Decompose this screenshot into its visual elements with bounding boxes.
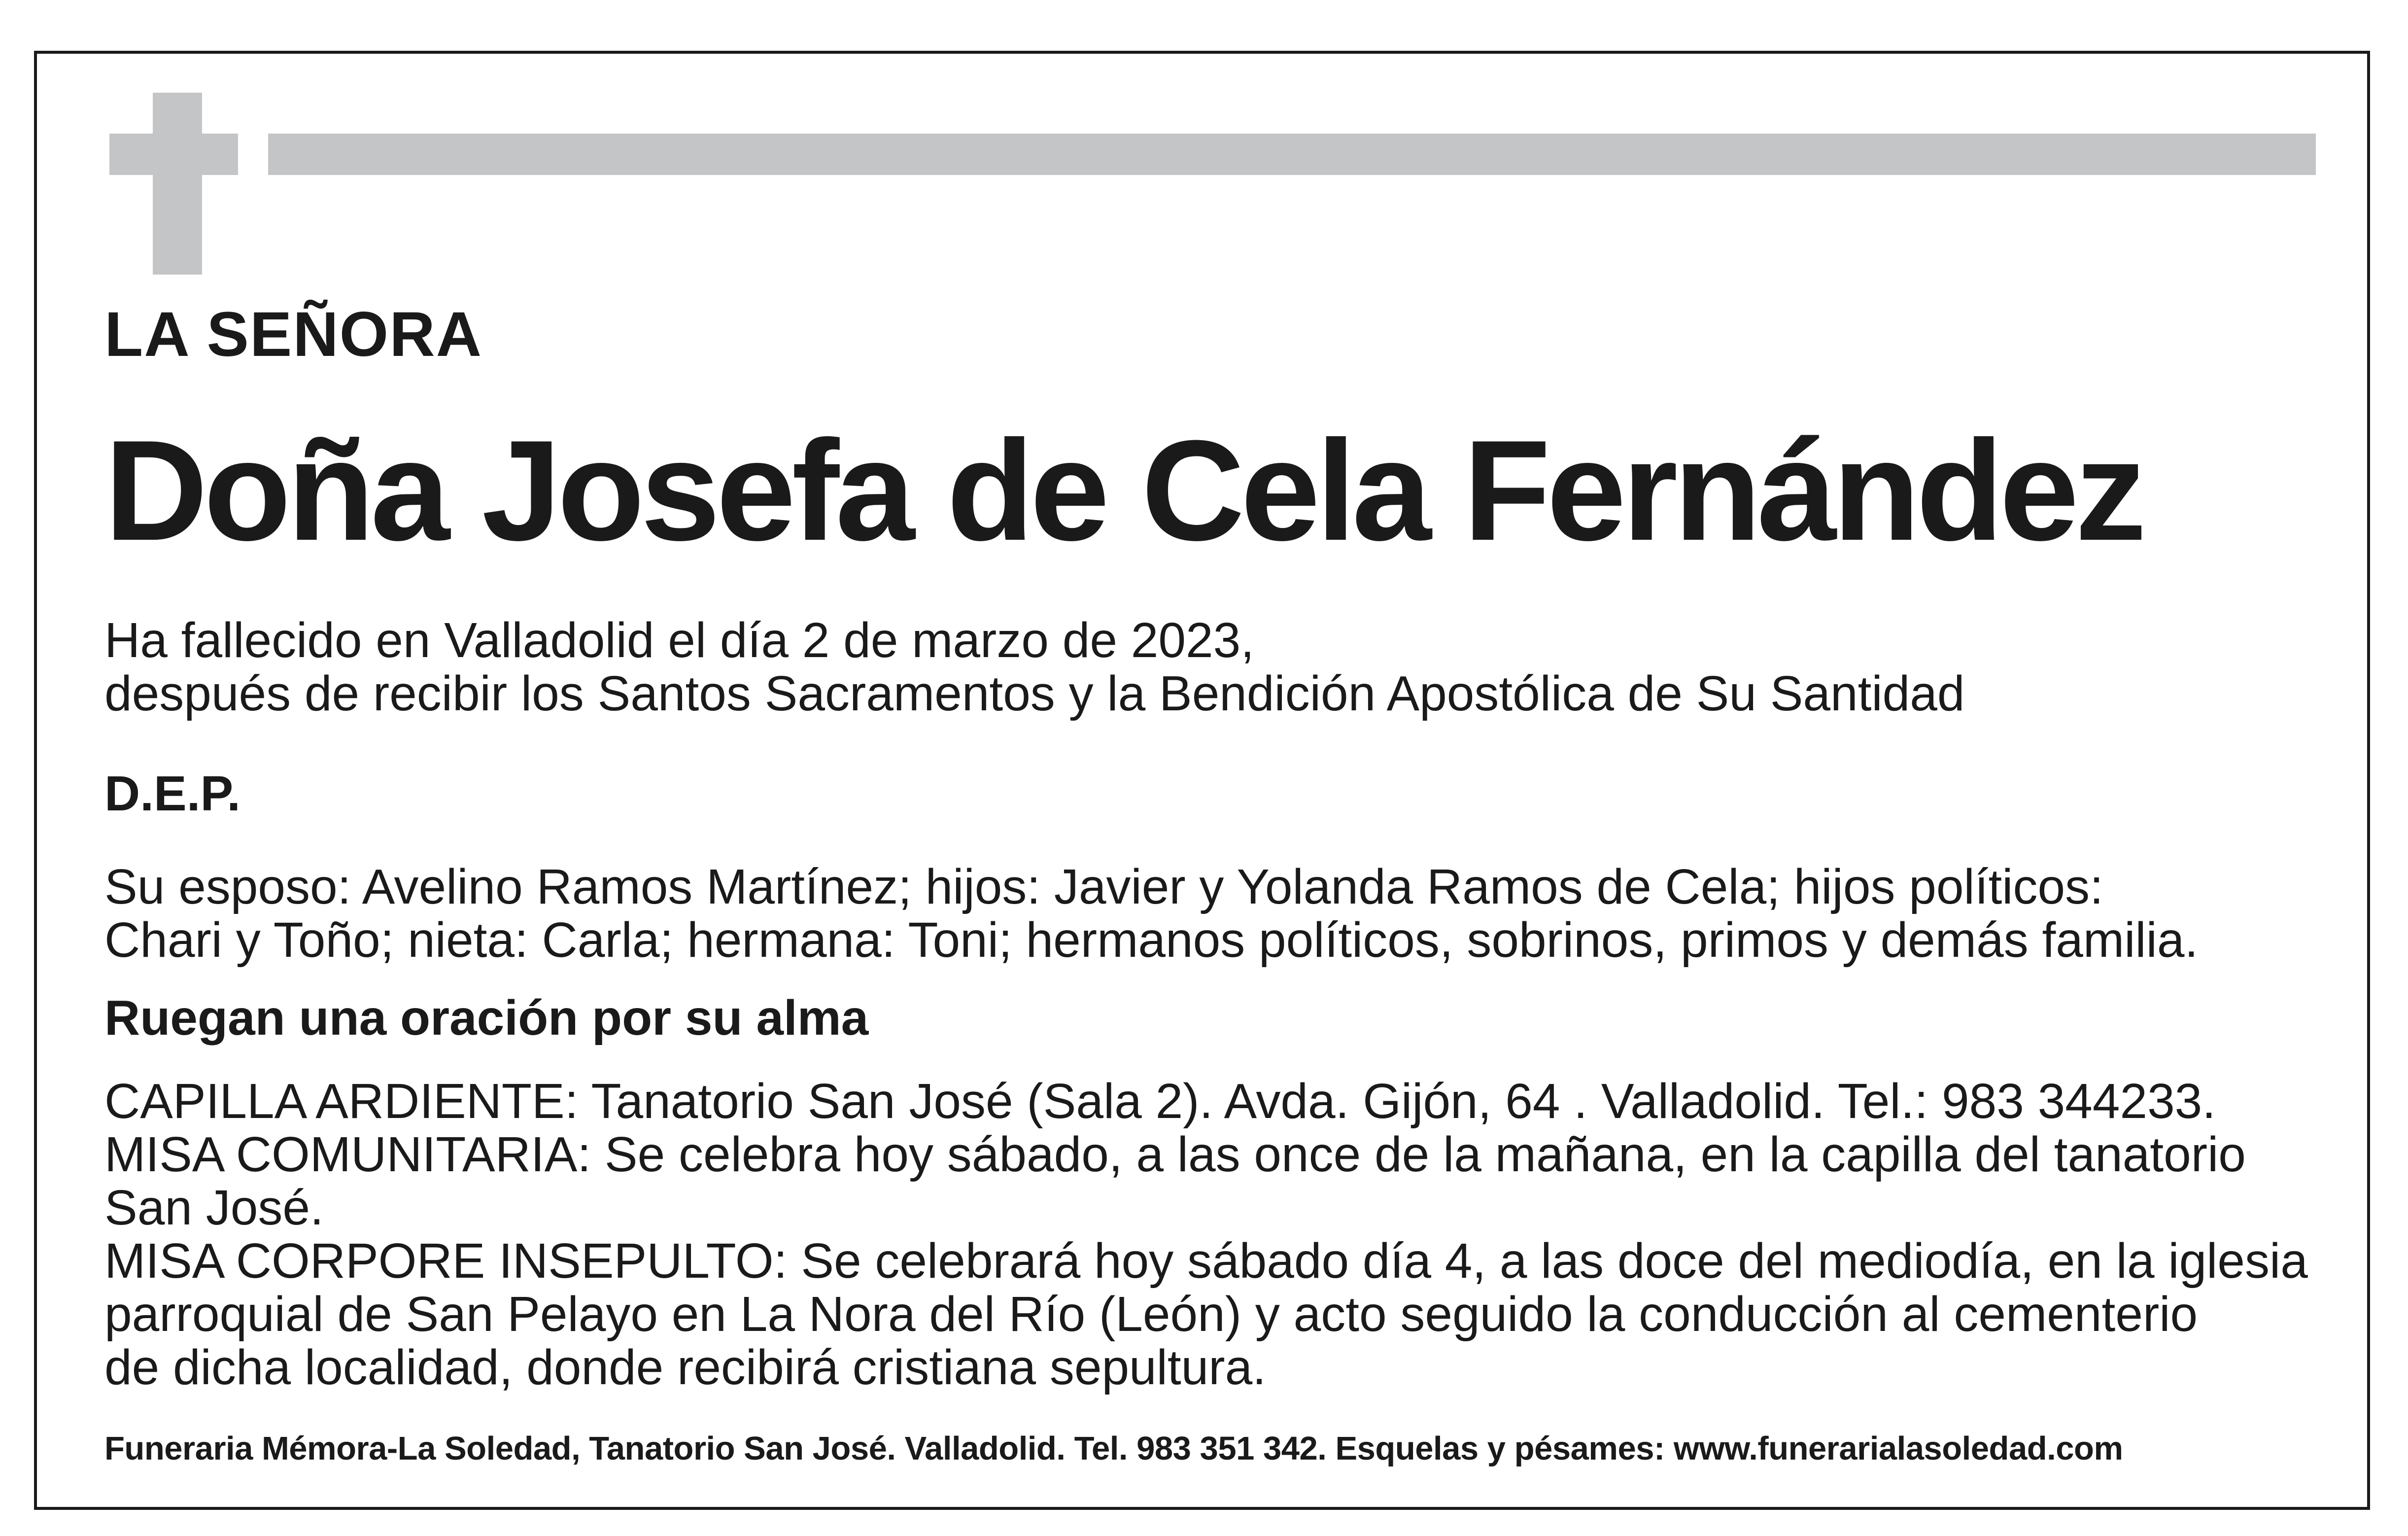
service-details — [104, 1075, 2308, 1394]
details-line: de dicha localidad, donde recibirá cristiana sepultura. — [104, 1340, 1266, 1395]
funeral-home-footer: Funeraria Mémora-La Soledad, Tanatorio San José. Valladolid. Tel. 983 351 342. Esquelas y pésames: www.funerarialasoledad.com — [104, 1430, 2123, 1467]
family-line: Su esposo: Avelino Ramos Martínez; hijos: Javier y Yolanda Ramos de Cela; hijos políticos: — [104, 859, 2103, 914]
details-line: CAPILLA ARDIENTE: Tanatorio San José (Sala 2). Avda. Gijón, 64 . Valladolid. Tel.: 983 344233. — [104, 1074, 2216, 1129]
details-line: MISA CORPORE INSEPULTO: Se celebrará hoy sábado día 4, a las doce del mediodía, en la iglesia — [104, 1233, 2308, 1289]
dep-label: D.E.P. — [104, 766, 241, 821]
deceased-name: Doña Josefa de Cela Fernández — [104, 411, 2143, 570]
family-list — [104, 860, 2198, 967]
header-decorative-bar — [268, 134, 2316, 175]
details-line: MISA COMUNITARIA: Se celebra hoy sábado, a las once de la mañana, en la capilla del tanatorio — [104, 1127, 2246, 1182]
death-announcement — [104, 614, 1965, 720]
cross-arm — [109, 134, 238, 175]
announcement-line: Ha fallecido en Valladolid el día 2 de marzo de 2023, — [104, 613, 1255, 668]
prayer-request: Ruegan una oración por su alma — [104, 990, 869, 1046]
announcement-line: después de recibir los Santos Sacramentos y la Bendición Apostólica de Su Santidad — [104, 666, 1965, 721]
family-line: Chari y Toño; nieta: Carla; hermana: Toni; hermanos políticos, sobrinos, primos y demás familia. — [104, 912, 2199, 968]
details-line: San José. — [104, 1180, 324, 1235]
title-prefix: LA SEÑORA — [104, 299, 483, 370]
latin-cross-icon — [153, 93, 202, 275]
details-line: parroquial de San Pelayo en La Nora del Río (León) y acto seguido la conducción al cementerio — [104, 1287, 2198, 1342]
